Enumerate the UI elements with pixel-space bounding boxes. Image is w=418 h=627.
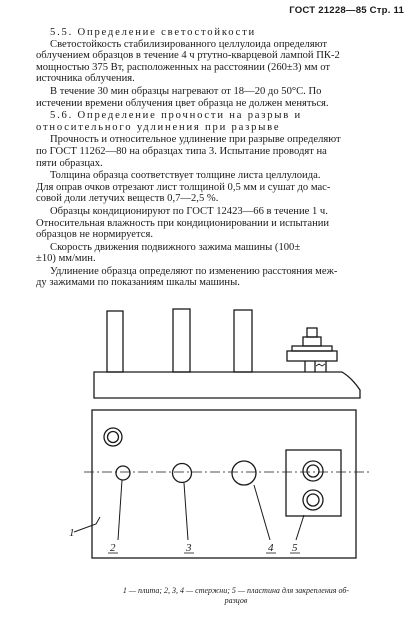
paragraph-line: Удлинение образца определяют по изменению расстояния меж-	[50, 265, 338, 277]
caption-line: разцов	[224, 596, 248, 605]
section-5-5-title: 5.5. Определение светостойкости	[50, 27, 257, 38]
label-1: 1	[69, 527, 75, 539]
section-5-6-title: 5.6. Определение прочности на разрыв и	[50, 110, 303, 122]
rod-4	[232, 461, 256, 485]
paragraph-line: ду зажимами по показаниям шкалы машины.	[36, 277, 240, 289]
side-view-rod	[107, 311, 123, 372]
leader-3	[184, 483, 188, 540]
side-view-clamp	[287, 328, 337, 372]
plate-5	[286, 450, 341, 516]
figure-caption	[96, 586, 376, 606]
paragraph-line: облучением образцов в течение 4 ч ртутно-кварцевой лампой ПК-2	[36, 50, 340, 62]
paragraph-line: мощностью 375 Вт, расположенных на расстоянии (260±3) мм от	[36, 61, 331, 73]
side-view-rod	[173, 309, 190, 372]
paragraph-line: Относительная влажность при кондиционировании и испытании	[36, 217, 330, 229]
paragraph-line: Скорость движения подвижного зажима машины (100±	[50, 241, 301, 253]
label-5: 5	[292, 542, 298, 554]
leader-1	[74, 517, 100, 532]
leader-5	[296, 515, 304, 540]
paragraph-line: Для оправ очков отрезают лист толщиной 0,5 мм и сушат до мас-	[36, 181, 331, 193]
leader-2	[118, 480, 122, 540]
caption-line: 1 — плита; 2, 3, 4 — стержни; 5 — пластина для закрепления об-	[122, 586, 350, 595]
body-text	[36, 27, 402, 289]
paragraph-line: по ГОСТ 11262—80 на образцах типа 3. Испытание проводят на	[36, 145, 327, 157]
label-4: 4	[268, 542, 274, 554]
side-view-rod	[234, 310, 252, 372]
label-2: 2	[110, 542, 116, 554]
paragraph-line: образцов не нормируется.	[36, 229, 153, 241]
paragraph-line: Толщина образца соответствует толщине листа целлулоида.	[50, 170, 321, 182]
paragraph-line: истечении времени облучения цвет образца не должен меняться.	[36, 97, 329, 109]
leader-4	[254, 485, 270, 540]
paragraph-line: Образцы кондиционируют по ГОСТ 12423—66 в течение 1 ч.	[50, 205, 328, 217]
plan-view-plate	[92, 410, 356, 558]
rod-2	[116, 466, 130, 480]
rod-hole-upper	[104, 428, 122, 446]
paragraph-line: пяти образцах.	[36, 157, 103, 169]
section-5-6-title-cont: относительного удлинения при разрыве	[36, 121, 281, 133]
rod-3	[173, 464, 192, 483]
paragraph-line: Светостойкость стабилизированного целлулоида определяют	[50, 38, 327, 50]
label-3: 3	[186, 542, 192, 554]
paragraph-line: ±10) мм/мин.	[36, 253, 96, 265]
paragraph-line: Прочность и относительное удлинение при разрыве определяют	[50, 134, 341, 146]
paragraph-line: источника облучения.	[36, 73, 135, 85]
side-view-plate	[94, 372, 360, 398]
specimen-holder-drawing	[60, 300, 380, 585]
paragraph-line: совой доли летучих веществ 0,7—2,5 %.	[36, 193, 219, 205]
paragraph-line: В течение 30 мин образцы нагревают от 18—20 до 50°С. По	[50, 85, 322, 97]
page-header: ГОСТ 21228—85 Стр. 11	[289, 5, 404, 16]
